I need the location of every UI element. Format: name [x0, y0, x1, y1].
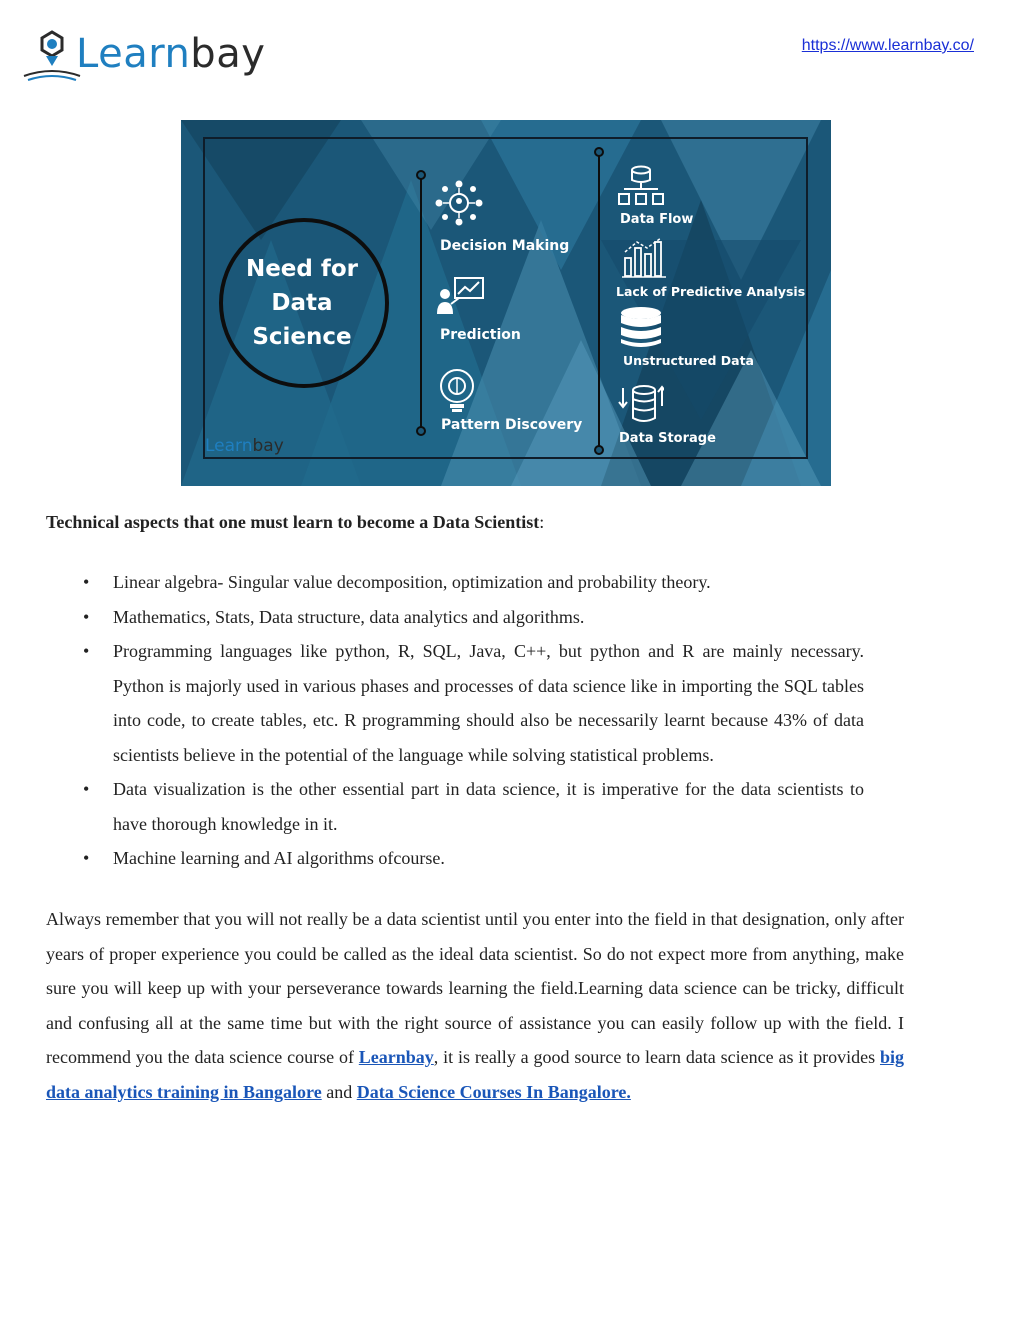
- list-item-text: Machine learning and AI algorithms ofcourse.: [113, 848, 445, 868]
- left-timeline-bottom-dot: [416, 426, 426, 436]
- bullet-marker: •: [83, 848, 90, 868]
- section-heading: [46, 512, 544, 533]
- logo-word-learn: Learn: [76, 31, 191, 77]
- learnbay-link[interactable]: Learnbay: [358, 1047, 434, 1067]
- bar-chart-icon: [621, 236, 667, 278]
- left-timeline: [420, 178, 422, 430]
- technical-aspects-list: [80, 565, 864, 876]
- list-item-text: Programming languages like python, R, SQL, Java, C++, but python and R are mainly necessary. Python is majorly used in various phases and processes of data science like in importing the SQL tables into code, to create tables, etc. R programming should also be necessarily learnt because 43% of data scientists believe in the potential of the language while solving statistical problems.: [113, 641, 864, 765]
- section-heading-colon: :: [539, 512, 545, 532]
- need-for-data-science-circle: [219, 218, 389, 388]
- learnbay-logo-icon: [22, 30, 82, 86]
- right-timeline-bottom-dot: [594, 445, 604, 455]
- right-timeline-top-dot: [594, 147, 604, 157]
- list-item-text: Mathematics, Stats, Data structure, data analytics and algorithms.: [113, 606, 585, 627]
- feature-lack-of-predictive-analysis: Lack of Predictive Analysis: [616, 284, 806, 299]
- list-item: [80, 841, 864, 876]
- need-for-data-science-banner: [181, 120, 831, 486]
- paragraph-text-1: Always remember that you will not really be a data scientist until you enter into the field in that designation, only after years of proper experience you could be called as the ideal data scientist. So do not expect more from anything, make sure you will keep up with your perseverance towards learning the field.Learning data science can be tricky, difficult and confusing all at the same time but with the right source of assistance you can easily follow up with the field. I recommend you the data science course of: [46, 909, 904, 1067]
- paragraph-text-3: and: [321, 1081, 357, 1102]
- bullet-marker: •: [83, 572, 90, 592]
- presenter-chart-icon: [435, 274, 487, 318]
- left-timeline-top-dot: [416, 170, 426, 180]
- list-item-text: Linear algebra- Singular value decomposition, optimization and probability theory.: [113, 572, 711, 592]
- website-link[interactable]: https://www.learnbay.co/: [801, 37, 974, 54]
- bullet-marker: •: [83, 641, 90, 661]
- list-item-text: Data visualization is the other essential part in data science, it is imperative for the data scientists to have thorough knowledge in it.: [113, 779, 864, 834]
- database-arrows-icon: [618, 382, 664, 426]
- logo-wordmark: [76, 26, 265, 82]
- data-science-courses-link[interactable]: Data Science Courses In Bangalore.: [356, 1081, 631, 1102]
- hierarchy-database-icon: [618, 164, 664, 208]
- watermark-bay: bay: [252, 436, 284, 456]
- feature-decision-making: Decision Making: [440, 238, 570, 254]
- paragraph-text-2: , it is really a good source to learn data science as it provides: [433, 1047, 880, 1067]
- list-item: [80, 565, 864, 600]
- list-item: [80, 600, 864, 635]
- bullet-marker: •: [83, 606, 90, 627]
- big-data-analytics-link[interactable]: big data analytics training in Bangalore: [46, 1047, 904, 1102]
- lightbulb-icon: [437, 368, 477, 414]
- feature-prediction: Prediction: [440, 327, 521, 343]
- list-item: [80, 772, 864, 841]
- logo-word-bay: bay: [190, 31, 266, 77]
- feature-unstructured-data: Unstructured Data: [623, 353, 754, 368]
- bullet-marker: •: [83, 779, 90, 799]
- watermark-learn: Learn: [205, 436, 253, 456]
- need-title-line2: Data Science: [252, 290, 352, 350]
- section-heading-text: Technical aspects that one must learn to become a Data Scientist: [46, 512, 540, 532]
- network-icon: [433, 180, 485, 226]
- database-stack-icon: [618, 306, 664, 350]
- banner-watermark-logo: [205, 436, 284, 456]
- learnbay-logo: [22, 30, 266, 86]
- closing-paragraph: [46, 902, 904, 1109]
- feature-data-flow: Data Flow: [620, 212, 694, 227]
- need-title-line1: Need for: [245, 256, 359, 282]
- feature-pattern-discovery: Pattern Discovery: [441, 417, 583, 433]
- need-title: [219, 252, 385, 354]
- feature-data-storage: Data Storage: [619, 431, 716, 446]
- right-timeline: [598, 156, 600, 448]
- list-item: [80, 634, 864, 772]
